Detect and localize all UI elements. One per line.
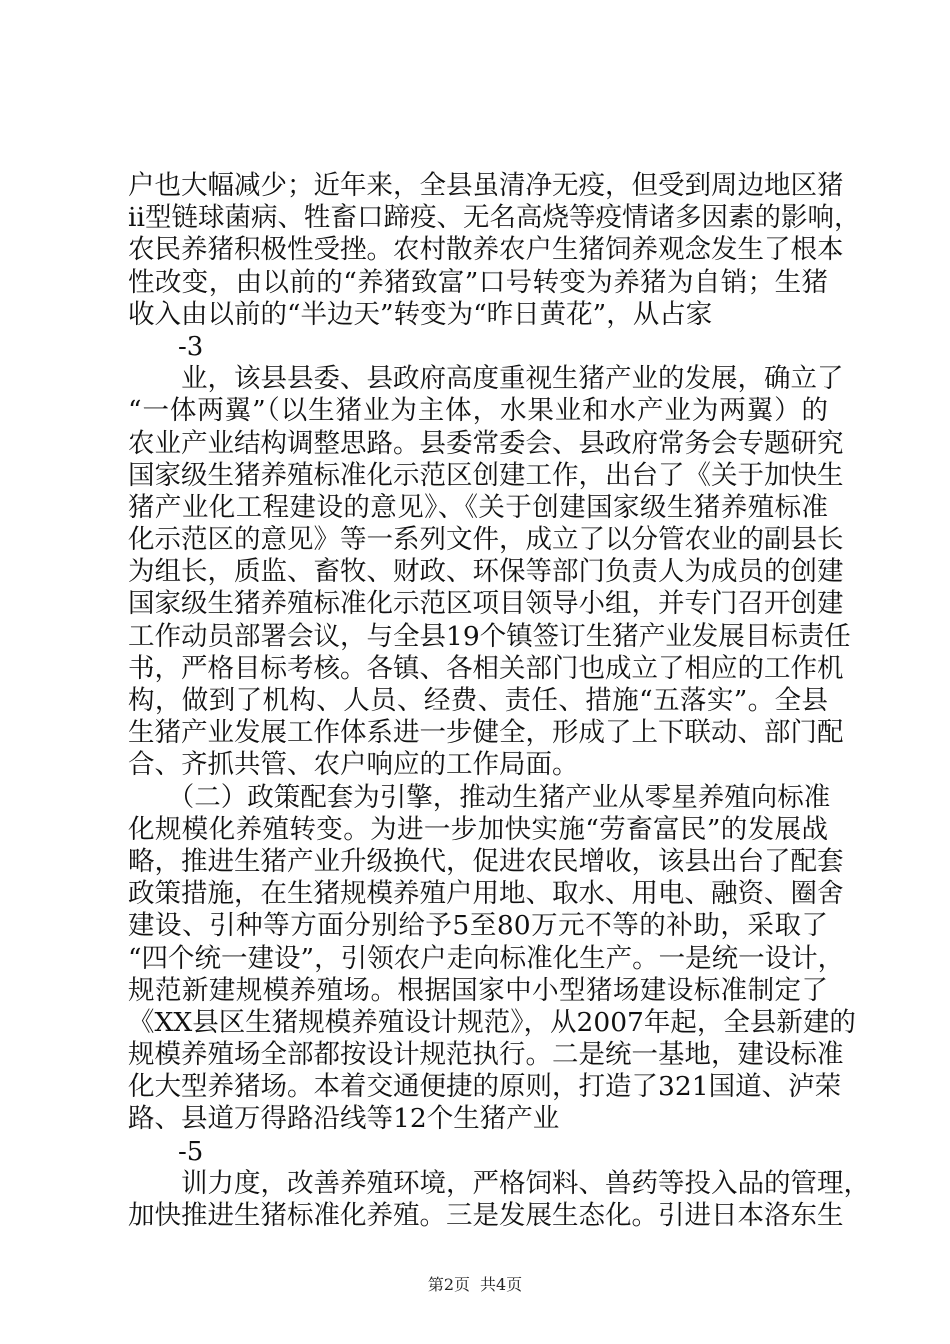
text-line: 书，严格目标考核。各镇、各相关部门也成立了相应的工作机	[128, 652, 844, 684]
text-line: （二）政策配套为引擎，推动生猪产业从零星养殖向标准	[128, 781, 831, 813]
text-line: 户也大幅减少；近年来，全县虽清净无疫，但受到周边地区猪	[128, 170, 844, 201]
text-line: “一体两翼”（以生猪业为主体，水果业和水产业为两翼）的	[128, 395, 828, 427]
text-line: 《XX县区生猪规模养殖设计规范》，从2007年起，全县新建的	[128, 1006, 856, 1038]
text-line: 农民养猪积极性受挫。农村散养农户生猪饲养观念发生了根本	[128, 234, 844, 266]
text-line: 国家级生猪养殖标准化示范区创建工作，出台了《关于加快生	[128, 459, 844, 491]
paragraph-fragment-1	[128, 170, 861, 331]
text-line: 政策措施，在生猪规模养殖户用地、取水、用电、融资、圈舍	[128, 878, 844, 910]
paragraph-fragment-4	[128, 1167, 870, 1232]
text-line: 生猪产业发展工作体系进一步健全，形成了上下联动、部门配	[128, 717, 844, 749]
text-line: 规范新建规模养殖场。根据国家中小型猪场建设标准制定了	[128, 974, 828, 1006]
text-line: 猪产业化工程建设的意见》、《关于创建国家级生猪养殖标准	[128, 491, 828, 523]
page-number: 第2页	[427, 1275, 470, 1294]
text-line: 加快推进生猪标准化养殖。三是发展生态化。引进日本洛东生	[128, 1200, 844, 1231]
text-line: 为组长，质监、畜牧、财政、环保等部门负责人为成员的创建	[128, 556, 844, 588]
page-footer	[0, 1275, 950, 1295]
page-marker: -5	[178, 1136, 204, 1167]
text-line: 化大型养猪场。本着交通便捷的原则，打造了321国道、泸荣	[128, 1071, 842, 1103]
text-line: 国家级生猪养殖标准化示范区项目领导小组，并专门召开创建	[128, 588, 844, 620]
text-line: 性改变，由以前的“养猪致富”口号转变为养猪为自销；生猪	[128, 266, 828, 298]
text-line: 合、齐抓共管、农户响应的工作局面。	[128, 749, 579, 781]
page-marker: -3	[178, 331, 204, 362]
text-line: 规模养殖场全部都按设计规范执行。二是统一基地，建设标准	[128, 1039, 844, 1071]
text-line: 业，该县县委、县政府高度重视生猪产业的发展，确立了	[128, 363, 844, 395]
text-line: 化规模化养殖转变。为进一步加快实施“劳畜富民”的发展战	[128, 813, 828, 845]
text-line: 收入由以前的“半边天”转变为“昨日黄花”，从占家	[128, 298, 713, 330]
paragraph-leadership	[128, 363, 851, 781]
text-line: 农业产业结构调整思路。县委常委会、县政府常务会专题研究	[128, 427, 844, 459]
document-body	[128, 170, 870, 1232]
text-line: 略，推进生猪产业升级换代，促进农民增收，该县出台了配套	[128, 845, 844, 877]
text-line: 训力度，改善养殖环境，严格饲料、兽药等投入品的管理，	[128, 1167, 870, 1199]
text-line: 构，做到了机构、人员、经费、责任、措施“五落实”。全县	[128, 685, 828, 716]
paragraph-policy	[128, 781, 856, 1136]
text-line: 化示范区的意见》等一系列文件，成立了以分管农业的副县长	[128, 524, 844, 556]
text-line: 工作动员部署会议，与全县19个镇签订生猪产业发展目标责任	[128, 620, 851, 652]
text-line: 建设、引种等方面分别给予5至80万元不等的补助，采取了	[128, 910, 828, 942]
page-total: 共4页	[480, 1275, 523, 1294]
text-line: ii型链球菌病、牲畜口蹄疫、无名高烧等疫情诸多因素的影响，	[128, 202, 861, 234]
text-line: 路、县道万得路沿线等12个生猪产业	[128, 1103, 560, 1135]
text-line: “四个统一建设”，引领农户走向标准化生产。一是统一设计，	[128, 942, 845, 974]
